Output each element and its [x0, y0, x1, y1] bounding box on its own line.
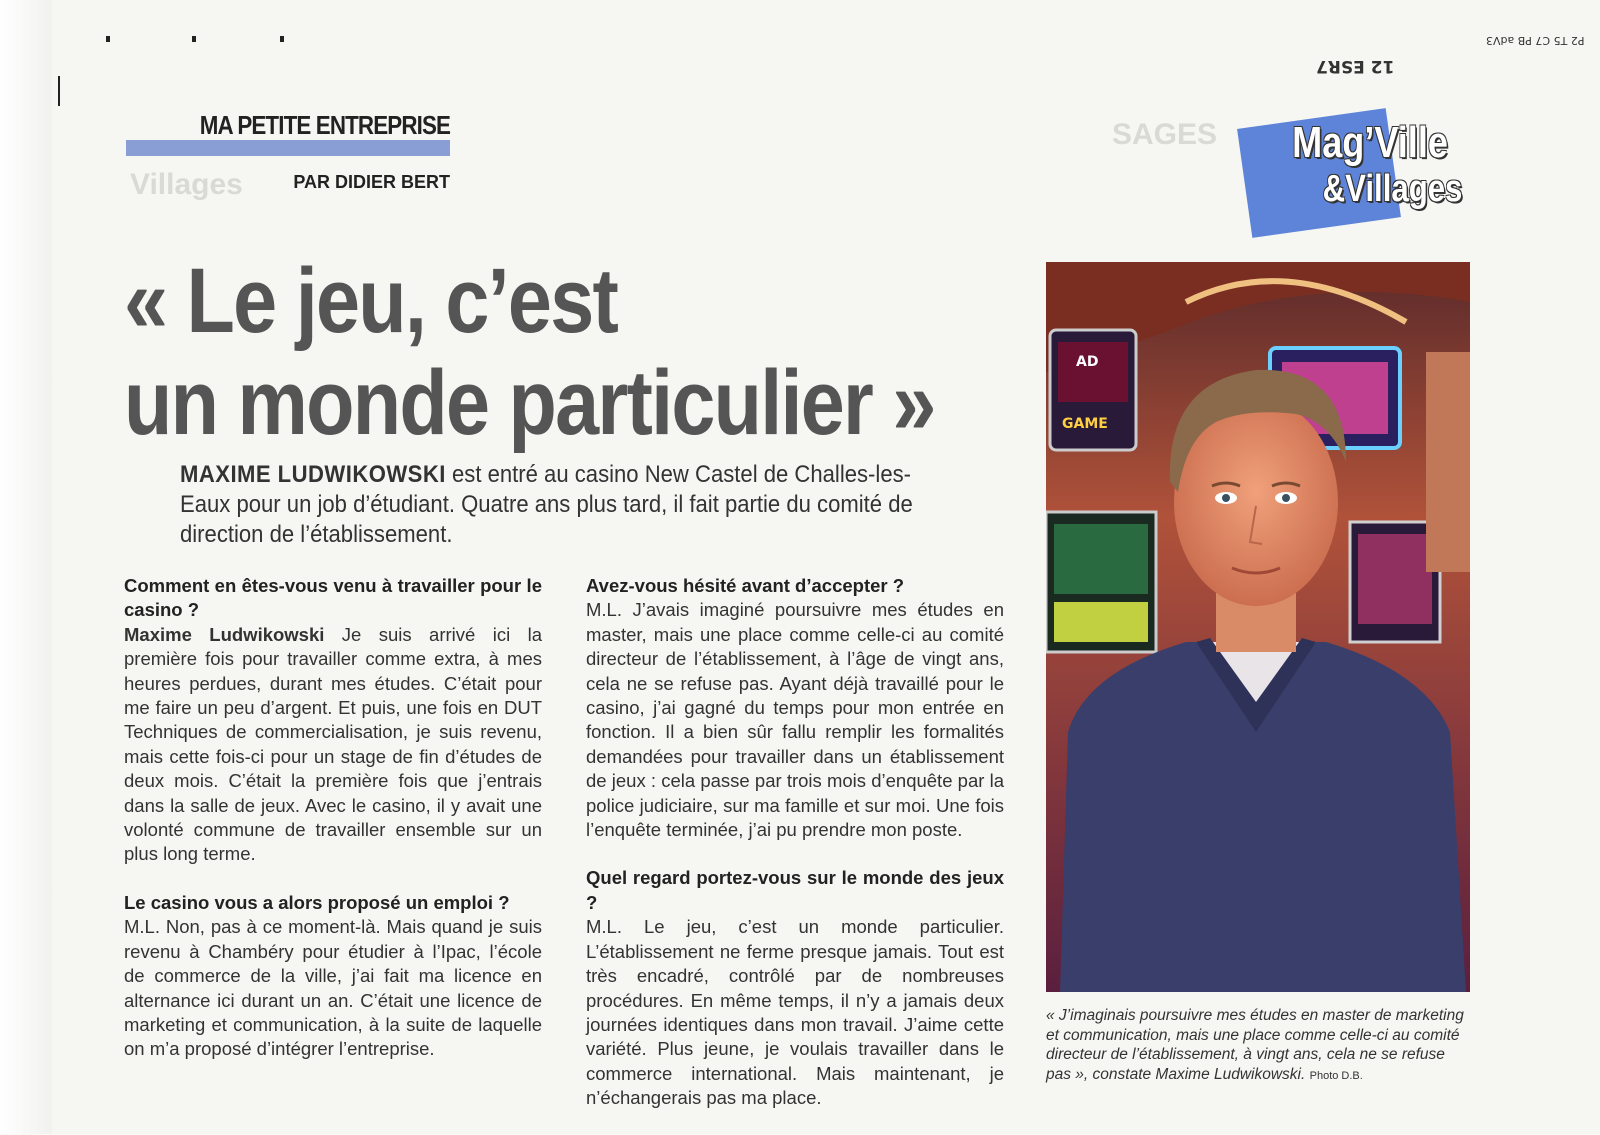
logo-subtitle: &Villages — [1322, 168, 1462, 210]
screen-text: AD — [1076, 354, 1099, 370]
logo-title: Mag’Ville — [1292, 118, 1448, 167]
registration-mark — [280, 36, 284, 42]
caption-text: « J’imaginais poursuivre mes études en master de marketing et communication, mais une place comme celle-ci au comité directeur de l’établissement, à vingt ans, cela ne se refuse pas », constate Maxime Ludwikowski. — [1046, 1007, 1464, 1083]
photo-caption — [1046, 1006, 1472, 1086]
registration-mark — [106, 36, 110, 42]
question-1: Comment en êtes-vous venu à travailler pour le casino ? — [124, 575, 542, 621]
page-code: 12 ESR7 — [1316, 56, 1395, 76]
question-4: Quel regard portez-vous sur le monde des jeux ? — [586, 867, 1004, 913]
screen-text: GAME — [1062, 416, 1108, 432]
headline-line-1: « Le jeu, c’est — [124, 250, 618, 352]
print-code: P2 T5 C7 PB adV3 — [1485, 34, 1584, 47]
torn-paper-edge — [0, 0, 52, 1134]
show-through-text: Villages — [130, 168, 243, 201]
question-3: Avez-vous hésité avant d’accepter ? — [586, 575, 905, 596]
rubric-bar — [126, 140, 450, 156]
photo-credit: Photo D.B. — [1309, 1069, 1363, 1082]
headline — [124, 250, 935, 454]
portrait-photo — [1046, 262, 1470, 992]
portrait-illustration — [1046, 262, 1470, 992]
section-logo — [1236, 112, 1462, 236]
article-column-1 — [124, 574, 542, 1086]
standfirst-name: MAXIME LUDWIKOWSKI — [180, 461, 446, 488]
answer-speaker: Maxime Ludwikowski — [124, 623, 325, 645]
headline-line-2: un monde particulier » — [124, 352, 935, 454]
standfirst — [180, 460, 944, 550]
article-column-2 — [586, 574, 1004, 1135]
standfirst-text: est entré au casino New Castel de Challes-les-Eaux pour un job d’étudiant. Quatre ans plus tard, il fait partie du comité de direction de l’établissement. — [180, 461, 913, 548]
answer-3: M.L. J’avais imaginé poursuivre mes études en master, mais une place comme celle-ci au comité directeur de l’établissement, à l’âge de vingt ans, cela ne se refuse pas. Ayant déjà travaillé pour le casino, j’ai gagné du temps pour mon entrée en fonction. Il a bien sûr fallu remplir les formalités demandées pour travailler dans un établissement de jeux : cela passe par trois mois d’enquête par la police judiciaire, sur ma famille et sur moi. Une fois l’enquête terminée, j’ai pu prendre mon poste. — [586, 599, 1004, 841]
answer-1 — [124, 623, 542, 867]
byline: PAR DIDIER BERT — [293, 172, 450, 192]
show-through-text: SAGES — [1112, 118, 1218, 151]
answer-4: M.L. Le jeu, c’est un monde particulier. L’établissement ne ferme presque jamais. Tout est très encadré, contrôlé par de nombreuses procédures. En même temps, il n’y a jamais deux journées identiques dans mon travail. J’aime cette variété. Plus jeune, je voulais travailler dans le commerce international. Mais maintenant, je n’échangerais pas ma place. — [586, 916, 1004, 1109]
answer-1-text: Je suis arrivé ici la première fois pour travailler comme extra, à mes heures perdues, durant mes études. C’était pour me faire un peu d’argent. Et puis, une fois en DUT Techniques de commercialisation, je suis revenu, mais cette fois-ci pour un stage de fin d’études de deux mois. C’était la première fois que j’entrais dans la salle de jeux. Avec le casino, il y avait une volonté commune de travailler ensemble sur un plus long terme. — [124, 623, 542, 865]
answer-2: M.L. Non, pas à ce moment-là. Mais quand je suis revenu à Chambéry pour étudier à l’Ipac, l’école de commerce de la ville, j’ai fait ma licence en alternance ici durant un an. C’était une licence de marketing et communication, à la suite de laquelle on m’a proposé d’intégrer l’entreprise. — [124, 916, 542, 1060]
registration-mark — [192, 36, 196, 42]
rubric-title: MA PETITE ENTREPRISE — [199, 110, 450, 140]
margin-rule — [58, 76, 60, 106]
question-2: Le casino vous a alors proposé un emploi ? — [124, 891, 510, 913]
